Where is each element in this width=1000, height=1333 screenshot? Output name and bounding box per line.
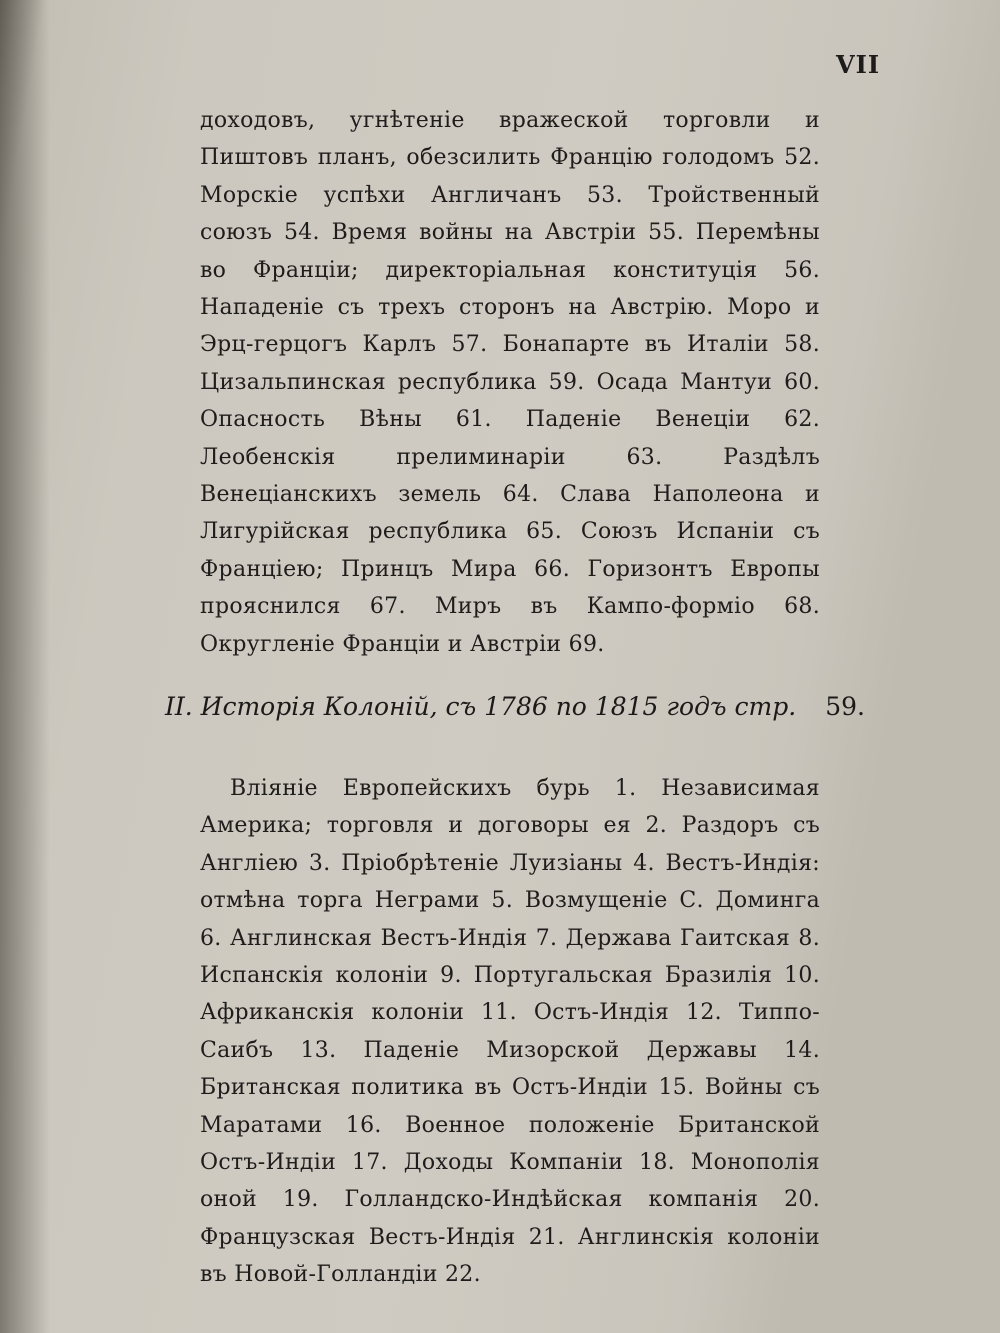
binding-shadow xyxy=(0,0,50,1333)
section-page-reference: 59. xyxy=(825,692,865,721)
section-heading xyxy=(165,692,865,721)
contents-paragraph-1: доходовъ, угнѣтеніе вражеской торговли и Пиштовъ планъ, обезсилить Францію голодомъ 52. Морскіе успѣхи Англичанъ 53. Тройственный союзъ 54. Время войны на Австріи 55. Перемѣны во Франціи; директоріальная конституція 56. Нападеніе съ трехъ сторонъ на Австрію. Моро и Эрц-герцогъ Карлъ 57. Бонапарте въ Италіи 58. Цизальпинская республика 59. Осада Мантуи 60. Опасность Вѣны 61. Паденіе Венеціи 62. Леобенскія прелиминаріи 63. Раздѣлъ Венеціанскихъ земель 64. Слава Наполеона и Лигурійская республика 65. Союзъ Испаніи съ Франціею; Принцъ Мира 66. Горизонтъ Европы прояснился 67. Миръ въ Кампо-форміо 68. Округленіе Франціи и Австріи 69. xyxy=(200,108,820,657)
section-title: II. Исторія Колоній, съ 1786 по 1815 годъ стр. xyxy=(165,692,797,721)
contents-paragraph-2: Вліяніе Европейскихъ бурь 1. Независимая Америка; торговля и договоры ея 2. Раздоръ съ Англіею 3. Пріобрѣтеніе Луизіаны 4. Вестъ-Индія: отмѣна торга Неграми 5. Возмущеніе С. Доминга 6. Англинская Вестъ-Индія 7. Держава Гаитская 8. Испанскія колоніи 9. Португальская Бразилія 10. Африканскія колоніи 11. Остъ-Индія 12. Типпо-Саибъ 13. Паденіе Мизорской Державы 14. Британская политика въ Остъ-Индіи 15. Войны съ Маратами 16. Военное положеніе Британской Остъ-Индіи 17. Доходы Компаніи 18. Монополія оной 19. Голландско-Индѣйская компанія 20. Французская Вестъ-Индія 21. Англинскія колоніи въ Новой-Голландіи 22. xyxy=(200,776,820,1288)
page-number: VII xyxy=(836,50,881,79)
